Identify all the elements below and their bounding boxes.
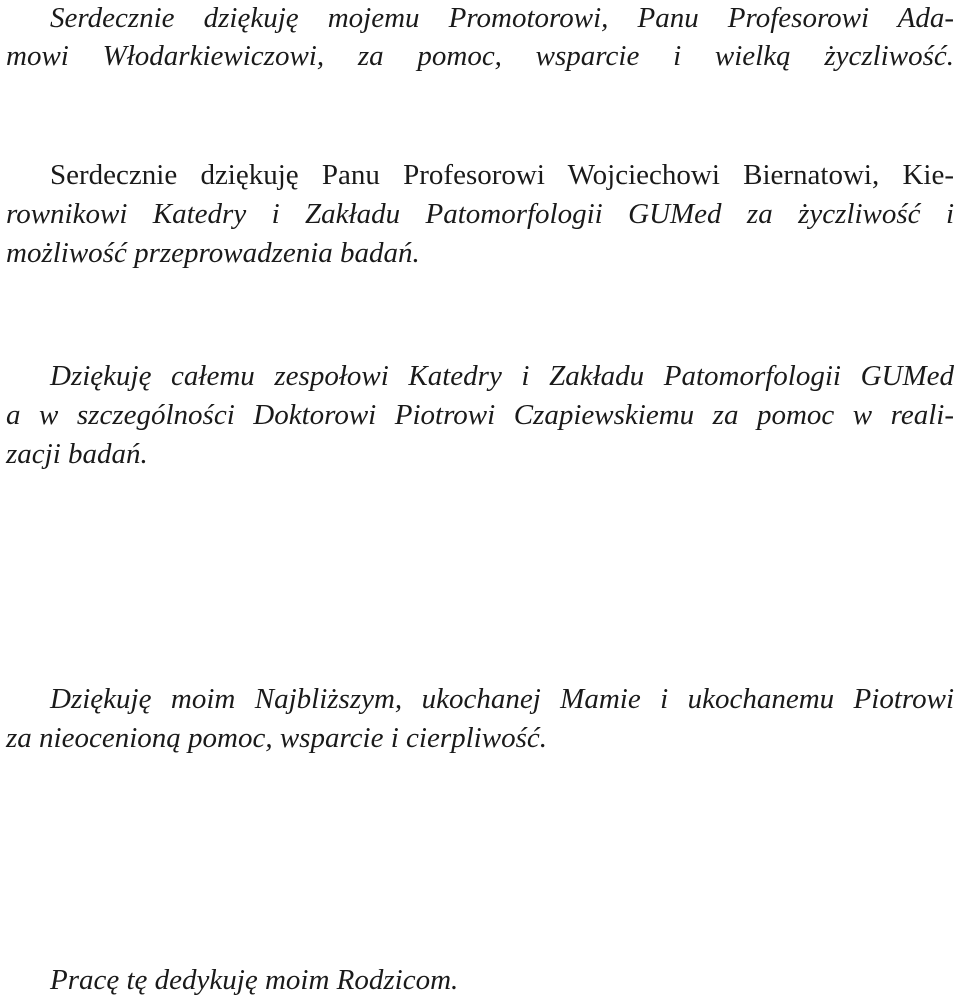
text-line: za nieocenioną pomoc, wsparcie i cierpliwość. bbox=[6, 722, 547, 754]
text-line: Dziękuję moim Najbliższym, ukochanej Mamie i ukochanemu Piotrowi bbox=[50, 683, 954, 715]
text-line: Dziękuję całemu zespołowi Katedry i Zakładu Patomorfologii GUMed bbox=[50, 360, 954, 392]
text-line: Pracę tę dedykuję moim Rodzicom. bbox=[50, 964, 459, 996]
text-line: rownikowi Katedry i Zakładu Patomorfologii GUMed za życzliwość i bbox=[6, 198, 954, 230]
text-line: Serdecznie dziękuję Panu Profesorowi Wojciechowi Biernatowi, Kie- bbox=[50, 159, 954, 191]
text-line: możliwość przeprowadzenia badań. bbox=[6, 237, 420, 269]
text-line: zacji badań. bbox=[6, 438, 148, 470]
text-line: a w szczególności Doktorowi Piotrowi Czapiewskiemu za pomoc w reali- bbox=[6, 399, 954, 431]
text-line: Serdecznie dziękuję mojemu Promotorowi, Panu Profesorowi Ada- bbox=[50, 2, 954, 34]
text-line: mowi Włodarkiewiczowi, za pomoc, wsparcie i wielką życzliwość. bbox=[6, 40, 954, 72]
